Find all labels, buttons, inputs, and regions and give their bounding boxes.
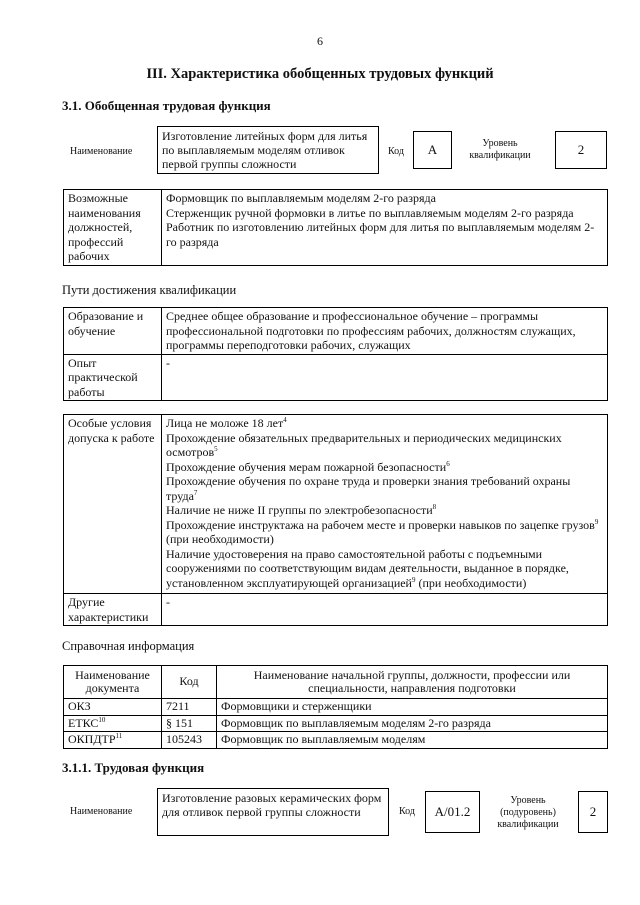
tf-name-label: Наименование — [70, 806, 133, 817]
conditions-label: Особые условия допуска к работе — [64, 415, 162, 594]
gtf-level-label: Уровень квалификации — [469, 138, 531, 161]
condition-item: Прохождение инструктажа на рабочем месте и проверки навыков по зацепке грузов$^9$ (при необходимости) — [166, 517, 599, 546]
education-label: Образование и обучение — [64, 308, 162, 355]
gtf-level-value: 2 — [555, 131, 607, 169]
position-item: Формовщик по выплавляемым моделям 2-го разряда — [166, 191, 436, 205]
experience-label: Опыт практической работы — [64, 354, 162, 401]
tf-level-label: Уровень (подуровень) квалификации — [497, 795, 559, 830]
ref-header-name: Наименование начальной группы, должности, профессии или специальности, направления подготовки — [217, 666, 608, 699]
conditions-list — [162, 415, 608, 594]
education-value: Среднее общее образование и профессиональное обучение – программы профессиональной подготовки по профессиям рабочих, должностям служащих, программы переподготовки рабочих, служащих — [162, 308, 608, 355]
conditions-table — [63, 414, 608, 626]
ref-header-doc: Наименование документа — [64, 666, 162, 699]
gtf-heading: 3.1. Обобщенная трудовая функция — [62, 98, 271, 113]
position-item: Работник по изготовлению литейных форм для литья по выплавляемым моделям 2-го разряда — [166, 220, 595, 249]
table-row: ОКЗ 7211 Формовщики и стерженщики — [64, 699, 608, 716]
condition-item: Наличие не ниже II группы по электробезопасности$^8$ — [166, 503, 437, 517]
positions-label: Возможные наименования должностей, профессий рабочих — [64, 190, 162, 266]
education-table — [63, 307, 608, 401]
ref-header-code: Код — [162, 666, 217, 699]
tf-code-label: Код — [399, 806, 415, 817]
table-row: ОКПДТР$^{11}$ 105243 Формовщик по выплавляемым моделям — [64, 732, 608, 749]
tf-name-value: Изготовление разовых керамических форм для отливок первой группы сложности — [157, 788, 389, 836]
condition-item: Лица не моложе 18 лет$^4$ — [166, 416, 287, 430]
reference-table — [63, 665, 608, 749]
gtf-code-value: А — [413, 131, 452, 169]
other-value: - — [162, 594, 608, 626]
experience-value: - — [162, 354, 608, 401]
other-label: Другие характеристики — [64, 594, 162, 626]
condition-item: Наличие удостоверения на право самостоятельной работы с подъемными сооружениями по соответствующим видам деятельности, выданное в порядке, установленном эксплуатирующей организацией$^9$ (при необходимости) — [166, 546, 569, 590]
section-title: III. Характеристика обобщенных трудовых функций — [146, 66, 494, 82]
reference-heading: Справочная информация — [62, 639, 195, 653]
condition-item: Прохождение обучения мерам пожарной безопасности$^6$ — [166, 459, 450, 474]
condition-item: Прохождение обязательных предварительных и периодических медицинских осмотров$^5$ — [166, 430, 562, 459]
gtf-name-value: Изготовление литейных форм для литья по выплавляемым моделям отливок первой группы сложности — [157, 126, 379, 174]
page-number: 6 — [317, 34, 323, 48]
positions-table — [63, 189, 608, 266]
tf-heading: 3.1.1. Трудовая функция — [62, 760, 205, 775]
position-item: Стерженщик ручной формовки в литье по выплавляемым моделям 2-го разряда — [166, 205, 574, 220]
condition-item: Прохождение обучения по охране труда и проверки знания требований охраны труда$^7$ — [166, 474, 571, 503]
tf-code-value: А/01.2 — [425, 791, 480, 833]
tf-level-value: 2 — [578, 791, 608, 833]
paths-heading: Пути достижения квалификации — [62, 283, 237, 297]
table-row: ЕТКС$^{10}$ § 151 Формовщик по выплавляемым моделям 2-го разряда — [64, 715, 608, 732]
gtf-name-label: Наименование — [70, 146, 133, 157]
gtf-code-label: Код — [388, 146, 404, 157]
positions-list — [162, 190, 608, 266]
